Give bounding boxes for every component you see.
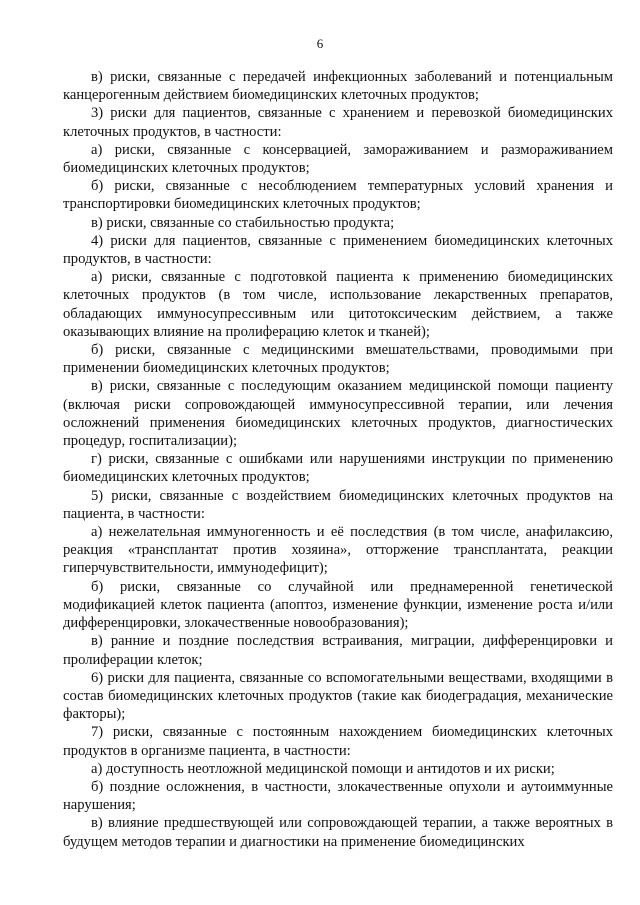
paragraph: 3) риски для пациентов, связанные с хранением и перевозкой биомедицинских клеточных продуктов, в частности: [63, 105, 613, 140]
document-body [63, 68, 613, 851]
paragraph: в) риски, связанные с передачей инфекционных заболеваний и потенциальным канцерогенным действием биомедицинских клеточных продуктов; [63, 69, 613, 104]
paragraph: в) влияние предшествующей или сопровождающей терапии, а также вероятных в будущем методов терапии и диагностики на применение биомедицинских [63, 815, 613, 850]
paragraph: б) риски, связанные с несоблюдением температурных условий хранения и транспортировки биомедицинских клеточных продуктов; [63, 178, 613, 213]
paragraph: 4) риски для пациентов, связанные с применением биомедицинских клеточных продуктов, в частности: [63, 232, 613, 268]
paragraph: а) нежелательная иммуногенность и её последствия (в том числе, анафилаксию, реакция «трансплантат против хозяина», отторжение трансплантата, реакции гиперчувствительности, иммунодефицит); [63, 524, 613, 577]
paragraph: 5) риски, связанные с воздействием биомедицинских клеточных продуктов на пациента, в частности: [63, 487, 613, 522]
page-number: 6 [316, 36, 324, 51]
paragraph: б) риски, связанные со случайной или преднамеренной генетической модификацией клеток пациента (апоптоз, изменение функции, изменение роста и/или дифференцировки, злокачественные новообразования); [63, 578, 613, 632]
paragraph: г) риски, связанные с ошибками или нарушениями инструкции по применению биомедицинских клеточных продуктов; [63, 451, 613, 486]
paragraph: в) риски, связанные со стабильностью продукта; [91, 214, 395, 231]
paragraph: 7) риски, связанные с постоянным нахождением биомедицинских клеточных продуктов в организме пациента, в частности: [63, 724, 613, 759]
paragraph: б) риски, связанные с медицинскими вмешательствами, проводимыми при применении биомедицинских клеточных продуктов; [63, 342, 613, 377]
paragraph: в) риски, связанные с последующим оказанием медицинской помощи пациенту (включая риски сопровождающей иммуносупрессивной терапии, или лечения осложнений применения биомедицинских клеточных продуктов, диагностических процедур, госпитализации); [63, 378, 613, 450]
paragraph: б) поздние осложнения, в частности, злокачественные опухоли и аутоиммунные нарушения; [63, 778, 613, 814]
paragraph: а) риски, связанные с подготовкой пациента к применению биомедицинских клеточных продуктов (в том числе, использование лекарственных препаратов, обладающих иммуносупрессивным или цитотоксическим действием, а также оказывающих влияние на пролиферацию клеток и тканей); [63, 269, 613, 340]
paragraph: а) риски, связанные с консервацией, замораживанием и размораживанием биомедицинских клеточных продуктов; [63, 141, 613, 177]
paragraph: 6) риски для пациента, связанные со вспомогательными веществами, входящими в состав биомедицинских клеточных продуктов (такие как биодеградация, механические факторы); [63, 669, 613, 723]
paragraph: а) доступность неотложной медицинской помощи и антидотов и их риски; [91, 760, 555, 777]
paragraph: в) ранние и поздние последствия встраивания, миграции, дифференцировки и пролиферации клеток; [63, 633, 613, 668]
